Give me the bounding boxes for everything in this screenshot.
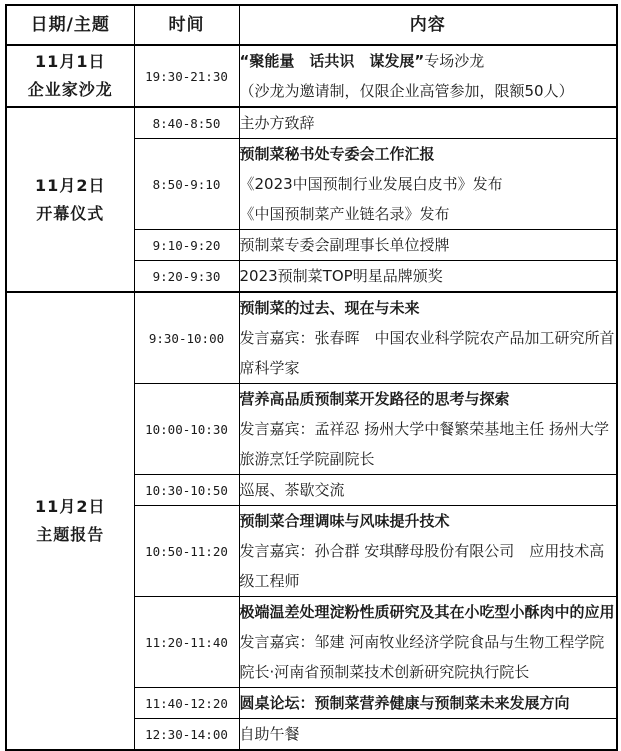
content-line: 自助午餐: [239, 725, 300, 743]
date-line: 11月1日: [35, 52, 106, 71]
time-cell: 11:40-12:20: [134, 688, 239, 719]
content-line-emphasis: “聚能量 话共识 谋发展”: [239, 52, 425, 70]
content-cell: [239, 45, 617, 107]
content-line: 圆桌论坛：预制菜营养健康与预制菜未来发展方向: [239, 694, 570, 712]
content-line: 2023预制菜TOP明星品牌颁奖: [239, 267, 443, 285]
time-cell: 10:00-10:30: [134, 384, 239, 475]
content-cell: [239, 261, 617, 293]
conference-schedule-table: [5, 4, 618, 751]
content-cell: [239, 384, 617, 475]
content-line: （沙龙为邀请制，仅限企业高管参加，限额50人）: [239, 82, 574, 100]
column-header-date: 日期/主题: [6, 5, 134, 45]
table-row: [6, 292, 617, 384]
content-line: 营养高品质预制菜开发路径的思考与探索: [239, 390, 510, 408]
table-row: [6, 45, 617, 107]
time-cell: 9:10-9:20: [134, 230, 239, 261]
date-line: 11月2日: [35, 497, 106, 516]
time-cell: 12:30-14:00: [134, 719, 239, 751]
column-header-content: 内容: [239, 5, 617, 45]
content-cell: [239, 506, 617, 597]
content-line: 预制菜秘书处专委会工作汇报: [239, 145, 435, 163]
content-line: 发言嘉宾：孟祥忍 扬州大学中餐繁荣基地主任 扬州大学旅游烹饪学院副院长: [239, 420, 610, 468]
content-line: 发言嘉宾：孙合群 安琪酵母股份有限公司 应用技术高级工程师: [239, 542, 605, 590]
theme-line: 主题报告: [36, 525, 105, 544]
theme-line: 开幕仪式: [36, 203, 105, 223]
time-cell: 8:50-9:10: [134, 139, 239, 230]
content-line: 主办方致辞: [239, 114, 315, 132]
content-line: [240, 46, 617, 76]
time-cell: 9:20-9:30: [134, 261, 239, 293]
content-line: 巡展、茶歇交流: [239, 481, 345, 499]
table-row: [6, 107, 617, 139]
content-line: 《中国预制菜产业链名录》发布: [239, 205, 450, 223]
content-cell: [239, 139, 617, 230]
content-cell: [239, 475, 617, 506]
content-line: 发言嘉宾：张春晖 中国农业科学院农产品加工研究所首席科学家: [239, 329, 615, 377]
time-cell: 19:30-21:30: [134, 45, 239, 107]
date-cell-nov2-opening: [6, 107, 134, 292]
time-cell: 10:30-10:50: [134, 475, 239, 506]
content-line-tail: 专场沙龙: [424, 52, 485, 70]
table-header-row: [6, 5, 617, 45]
time-cell: 8:40-8:50: [134, 107, 239, 139]
content-line: 预制菜合理调味与风味提升技术: [239, 512, 450, 530]
date-line: 11月2日: [35, 175, 106, 195]
date-cell-nov2-keynote: [6, 292, 134, 750]
content-line: 发言嘉宾：邹建 河南牧业经济学院食品与生物工程学院院长·河南省预制菜技术创新研究院执行院长: [239, 633, 605, 681]
column-header-time: 时间: [134, 5, 239, 45]
content-line: 极端温差处理淀粉性质研究及其在小吃型小酥肉中的应用: [239, 603, 615, 621]
content-line: 预制菜的过去、现在与未来: [239, 299, 420, 317]
content-cell: [239, 688, 617, 719]
time-cell: 11:20-11:40: [134, 597, 239, 688]
content-line: 《2023中国预制行业发展白皮书》发布: [239, 175, 503, 193]
content-line: 预制菜专委会副理事长单位授牌: [239, 236, 450, 254]
time-cell: 10:50-11:20: [134, 506, 239, 597]
date-cell-nov1-salon: [6, 45, 134, 107]
content-cell: [239, 107, 617, 139]
time-cell: 9:30-10:00: [134, 292, 239, 384]
schedule-table-body: [6, 5, 617, 750]
content-cell: [239, 597, 617, 688]
content-cell: [239, 292, 617, 384]
content-cell: [239, 719, 617, 751]
theme-line: 企业家沙龙: [27, 80, 113, 99]
content-cell: [239, 230, 617, 261]
